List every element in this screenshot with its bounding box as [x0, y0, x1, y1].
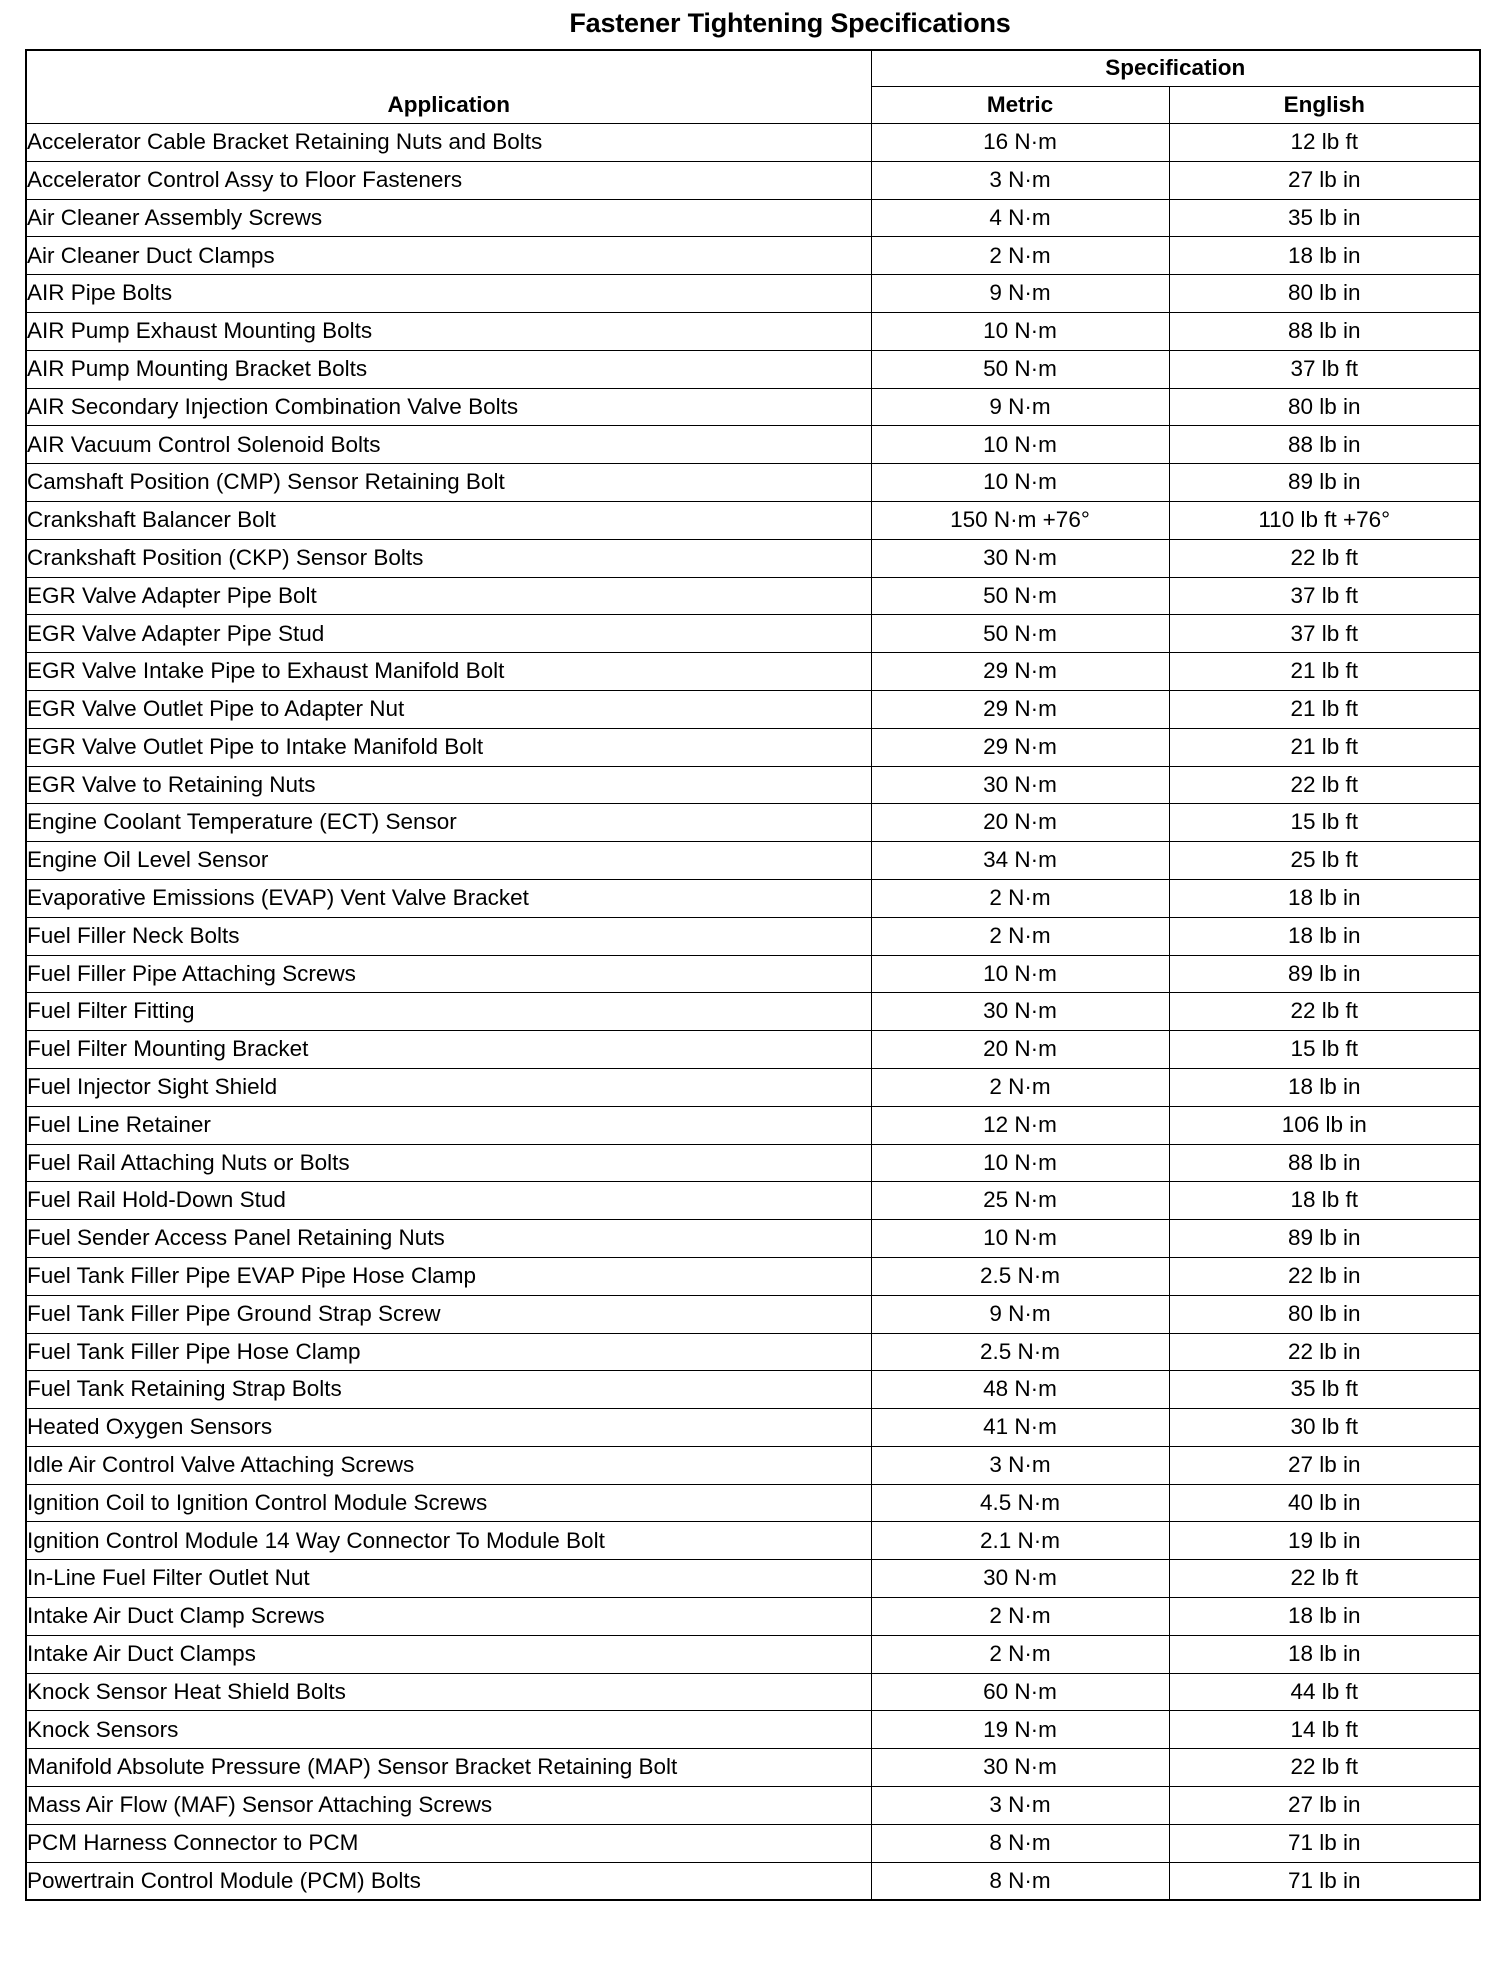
table-row: [26, 1598, 1480, 1636]
metric-cell: 29 N·m: [871, 690, 1169, 728]
english-cell: 18 lb in: [1169, 1635, 1480, 1673]
metric-cell: 10 N·m: [871, 1144, 1169, 1182]
table-row: [26, 426, 1480, 464]
metric-cell: 3 N·m: [871, 1787, 1169, 1825]
english-cell: 21 lb ft: [1169, 690, 1480, 728]
application-cell: Crankshaft Balancer Bolt: [26, 501, 871, 539]
table-row: [26, 1824, 1480, 1862]
table-row: [26, 1333, 1480, 1371]
english-cell: 35 lb in: [1169, 199, 1480, 237]
application-cell: AIR Pump Mounting Bracket Bolts: [26, 350, 871, 388]
table-row: [26, 690, 1480, 728]
english-cell: 25 lb ft: [1169, 842, 1480, 880]
application-cell: Engine Oil Level Sensor: [26, 842, 871, 880]
application-cell: PCM Harness Connector to PCM: [26, 1824, 871, 1862]
table-row: [26, 842, 1480, 880]
english-cell: 80 lb in: [1169, 275, 1480, 313]
table-row: [26, 879, 1480, 917]
table-row: [26, 1673, 1480, 1711]
metric-cell: 30 N·m: [871, 1749, 1169, 1787]
table-row: [26, 577, 1480, 615]
table-row: [26, 312, 1480, 350]
english-cell: 37 lb ft: [1169, 615, 1480, 653]
application-cell: Manifold Absolute Pressure (MAP) Sensor Bracket Retaining Bolt: [26, 1749, 871, 1787]
application-cell: In-Line Fuel Filter Outlet Nut: [26, 1560, 871, 1598]
table-row: [26, 1635, 1480, 1673]
application-cell: Knock Sensors: [26, 1711, 871, 1749]
table-row: [26, 1446, 1480, 1484]
english-cell: 21 lb ft: [1169, 653, 1480, 691]
english-cell: 35 lb ft: [1169, 1371, 1480, 1409]
table-row: [26, 1031, 1480, 1069]
application-cell: Fuel Sender Access Panel Retaining Nuts: [26, 1220, 871, 1258]
english-cell: 71 lb in: [1169, 1824, 1480, 1862]
table-row: [26, 766, 1480, 804]
english-cell: 22 lb ft: [1169, 539, 1480, 577]
english-cell: 44 lb ft: [1169, 1673, 1480, 1711]
metric-cell: 30 N·m: [871, 766, 1169, 804]
table-body: [26, 124, 1480, 1901]
table-row: [26, 1787, 1480, 1825]
table-row: [26, 1144, 1480, 1182]
table-row: [26, 1182, 1480, 1220]
english-cell: 18 lb in: [1169, 917, 1480, 955]
metric-cell: 4 N·m: [871, 199, 1169, 237]
metric-cell: 20 N·m: [871, 804, 1169, 842]
specification-header: Specification: [871, 50, 1480, 87]
table-row: [26, 539, 1480, 577]
english-cell: 37 lb ft: [1169, 577, 1480, 615]
application-cell: Fuel Filler Neck Bolts: [26, 917, 871, 955]
metric-cell: 12 N·m: [871, 1106, 1169, 1144]
metric-cell: 50 N·m: [871, 350, 1169, 388]
application-cell: Fuel Line Retainer: [26, 1106, 871, 1144]
english-cell: 18 lb in: [1169, 1068, 1480, 1106]
table-row: [26, 917, 1480, 955]
metric-cell: 2 N·m: [871, 1068, 1169, 1106]
english-cell: 89 lb in: [1169, 955, 1480, 993]
table-row: [26, 804, 1480, 842]
metric-cell: 29 N·m: [871, 653, 1169, 691]
table-row: [26, 1106, 1480, 1144]
application-cell: EGR Valve Adapter Pipe Stud: [26, 615, 871, 653]
application-cell: Camshaft Position (CMP) Sensor Retaining Bolt: [26, 464, 871, 502]
application-cell: Fuel Tank Filler Pipe EVAP Pipe Hose Clamp: [26, 1257, 871, 1295]
table-row: [26, 275, 1480, 313]
metric-cell: 9 N·m: [871, 275, 1169, 313]
english-cell: 88 lb in: [1169, 426, 1480, 464]
application-cell: Crankshaft Position (CKP) Sensor Bolts: [26, 539, 871, 577]
metric-cell: 10 N·m: [871, 955, 1169, 993]
application-cell: AIR Pump Exhaust Mounting Bolts: [26, 312, 871, 350]
application-cell: Fuel Tank Filler Pipe Hose Clamp: [26, 1333, 871, 1371]
metric-cell: 50 N·m: [871, 577, 1169, 615]
metric-cell: 25 N·m: [871, 1182, 1169, 1220]
metric-cell: 19 N·m: [871, 1711, 1169, 1749]
english-cell: 15 lb ft: [1169, 1031, 1480, 1069]
english-cell: 88 lb in: [1169, 312, 1480, 350]
table-row: [26, 350, 1480, 388]
metric-cell: 10 N·m: [871, 464, 1169, 502]
application-cell: Air Cleaner Assembly Screws: [26, 199, 871, 237]
english-cell: 22 lb ft: [1169, 1560, 1480, 1598]
table-row: [26, 1068, 1480, 1106]
application-cell: Fuel Filter Mounting Bracket: [26, 1031, 871, 1069]
metric-cell: 10 N·m: [871, 1220, 1169, 1258]
english-cell: 110 lb ft +76°: [1169, 501, 1480, 539]
table-row: [26, 1295, 1480, 1333]
table-row: [26, 1220, 1480, 1258]
metric-cell: 50 N·m: [871, 615, 1169, 653]
application-cell: EGR Valve Outlet Pipe to Intake Manifold Bolt: [26, 728, 871, 766]
table-row: [26, 615, 1480, 653]
application-cell: AIR Pipe Bolts: [26, 275, 871, 313]
application-cell: Fuel Filler Pipe Attaching Screws: [26, 955, 871, 993]
english-cell: 71 lb in: [1169, 1862, 1480, 1900]
english-cell: 27 lb in: [1169, 161, 1480, 199]
application-cell: EGR Valve to Retaining Nuts: [26, 766, 871, 804]
application-cell: Fuel Rail Hold-Down Stud: [26, 1182, 871, 1220]
english-cell: 80 lb in: [1169, 1295, 1480, 1333]
metric-cell: 3 N·m: [871, 161, 1169, 199]
metric-cell: 8 N·m: [871, 1824, 1169, 1862]
metric-cell: 2.5 N·m: [871, 1257, 1169, 1295]
table-row: [26, 728, 1480, 766]
application-cell: EGR Valve Adapter Pipe Bolt: [26, 577, 871, 615]
application-cell: Fuel Tank Filler Pipe Ground Strap Screw: [26, 1295, 871, 1333]
english-header: English: [1169, 87, 1480, 124]
english-cell: 30 lb ft: [1169, 1409, 1480, 1447]
table-row: [26, 388, 1480, 426]
table-row: [26, 199, 1480, 237]
english-cell: 15 lb ft: [1169, 804, 1480, 842]
application-cell: EGR Valve Intake Pipe to Exhaust Manifold Bolt: [26, 653, 871, 691]
metric-cell: 20 N·m: [871, 1031, 1169, 1069]
application-cell: Idle Air Control Valve Attaching Screws: [26, 1446, 871, 1484]
application-cell: EGR Valve Outlet Pipe to Adapter Nut: [26, 690, 871, 728]
table-row: [26, 1484, 1480, 1522]
english-cell: 89 lb in: [1169, 464, 1480, 502]
english-cell: 12 lb ft: [1169, 124, 1480, 162]
metric-cell: 2 N·m: [871, 917, 1169, 955]
metric-cell: 60 N·m: [871, 1673, 1169, 1711]
english-cell: 22 lb ft: [1169, 1749, 1480, 1787]
english-cell: 22 lb ft: [1169, 766, 1480, 804]
table-row: [26, 955, 1480, 993]
english-cell: 37 lb ft: [1169, 350, 1480, 388]
application-cell: AIR Vacuum Control Solenoid Bolts: [26, 426, 871, 464]
metric-header: Metric: [871, 87, 1169, 124]
metric-cell: 3 N·m: [871, 1446, 1169, 1484]
english-cell: 22 lb in: [1169, 1333, 1480, 1371]
english-cell: 22 lb ft: [1169, 993, 1480, 1031]
metric-cell: 2.5 N·m: [871, 1333, 1169, 1371]
english-cell: 80 lb in: [1169, 388, 1480, 426]
application-cell: Evaporative Emissions (EVAP) Vent Valve Bracket: [26, 879, 871, 917]
metric-cell: 4.5 N·m: [871, 1484, 1169, 1522]
english-cell: 40 lb in: [1169, 1484, 1480, 1522]
table-row: [26, 1711, 1480, 1749]
english-cell: 18 lb in: [1169, 237, 1480, 275]
english-cell: 27 lb in: [1169, 1787, 1480, 1825]
metric-cell: 10 N·m: [871, 312, 1169, 350]
table-row: [26, 501, 1480, 539]
table-row: [26, 1522, 1480, 1560]
application-cell: Air Cleaner Duct Clamps: [26, 237, 871, 275]
metric-cell: 8 N·m: [871, 1862, 1169, 1900]
metric-cell: 2 N·m: [871, 1635, 1169, 1673]
metric-cell: 2.1 N·m: [871, 1522, 1169, 1560]
application-cell: Mass Air Flow (MAF) Sensor Attaching Screws: [26, 1787, 871, 1825]
metric-cell: 30 N·m: [871, 993, 1169, 1031]
table-row: [26, 161, 1480, 199]
english-cell: 22 lb in: [1169, 1257, 1480, 1295]
application-cell: Fuel Filter Fitting: [26, 993, 871, 1031]
table-row: [26, 1749, 1480, 1787]
application-cell: AIR Secondary Injection Combination Valve Bolts: [26, 388, 871, 426]
table-row: [26, 464, 1480, 502]
application-cell: Intake Air Duct Clamp Screws: [26, 1598, 871, 1636]
application-cell: Intake Air Duct Clamps: [26, 1635, 871, 1673]
page-title: Fastener Tightening Specifications: [569, 8, 1011, 38]
english-cell: 18 lb in: [1169, 879, 1480, 917]
metric-cell: 2 N·m: [871, 1598, 1169, 1636]
table-row: [26, 653, 1480, 691]
metric-cell: 41 N·m: [871, 1409, 1169, 1447]
application-cell: Accelerator Cable Bracket Retaining Nuts and Bolts: [26, 124, 871, 162]
english-cell: 19 lb in: [1169, 1522, 1480, 1560]
table-row: [26, 124, 1480, 162]
metric-cell: 30 N·m: [871, 1560, 1169, 1598]
english-cell: 106 lb in: [1169, 1106, 1480, 1144]
english-cell: 89 lb in: [1169, 1220, 1480, 1258]
fastener-spec-table: [25, 49, 1481, 1901]
application-cell: Engine Coolant Temperature (ECT) Sensor: [26, 804, 871, 842]
metric-cell: 150 N·m +76°: [871, 501, 1169, 539]
english-cell: 88 lb in: [1169, 1144, 1480, 1182]
table-row: [26, 1257, 1480, 1295]
metric-cell: 2 N·m: [871, 237, 1169, 275]
application-cell: Accelerator Control Assy to Floor Fasteners: [26, 161, 871, 199]
metric-cell: 29 N·m: [871, 728, 1169, 766]
metric-cell: 9 N·m: [871, 388, 1169, 426]
english-cell: 27 lb in: [1169, 1446, 1480, 1484]
application-header: Application: [26, 50, 871, 124]
table-row: [26, 1862, 1480, 1900]
metric-cell: 16 N·m: [871, 124, 1169, 162]
english-cell: 14 lb ft: [1169, 1711, 1480, 1749]
metric-cell: 48 N·m: [871, 1371, 1169, 1409]
application-cell: Fuel Rail Attaching Nuts or Bolts: [26, 1144, 871, 1182]
metric-cell: 2 N·m: [871, 879, 1169, 917]
application-cell: Fuel Injector Sight Shield: [26, 1068, 871, 1106]
metric-cell: 10 N·m: [871, 426, 1169, 464]
table-row: [26, 993, 1480, 1031]
application-cell: Ignition Control Module 14 Way Connector To Module Bolt: [26, 1522, 871, 1560]
metric-cell: 34 N·m: [871, 842, 1169, 880]
application-cell: Fuel Tank Retaining Strap Bolts: [26, 1371, 871, 1409]
table-row: [26, 1409, 1480, 1447]
english-cell: 18 lb ft: [1169, 1182, 1480, 1220]
application-cell: Powertrain Control Module (PCM) Bolts: [26, 1862, 871, 1900]
english-cell: 18 lb in: [1169, 1598, 1480, 1636]
metric-cell: 30 N·m: [871, 539, 1169, 577]
table-row: [26, 237, 1480, 275]
table-row: [26, 1371, 1480, 1409]
application-cell: Ignition Coil to Ignition Control Module Screws: [26, 1484, 871, 1522]
application-cell: Knock Sensor Heat Shield Bolts: [26, 1673, 871, 1711]
english-cell: 21 lb ft: [1169, 728, 1480, 766]
metric-cell: 9 N·m: [871, 1295, 1169, 1333]
application-cell: Heated Oxygen Sensors: [26, 1409, 871, 1447]
table-row: [26, 1560, 1480, 1598]
